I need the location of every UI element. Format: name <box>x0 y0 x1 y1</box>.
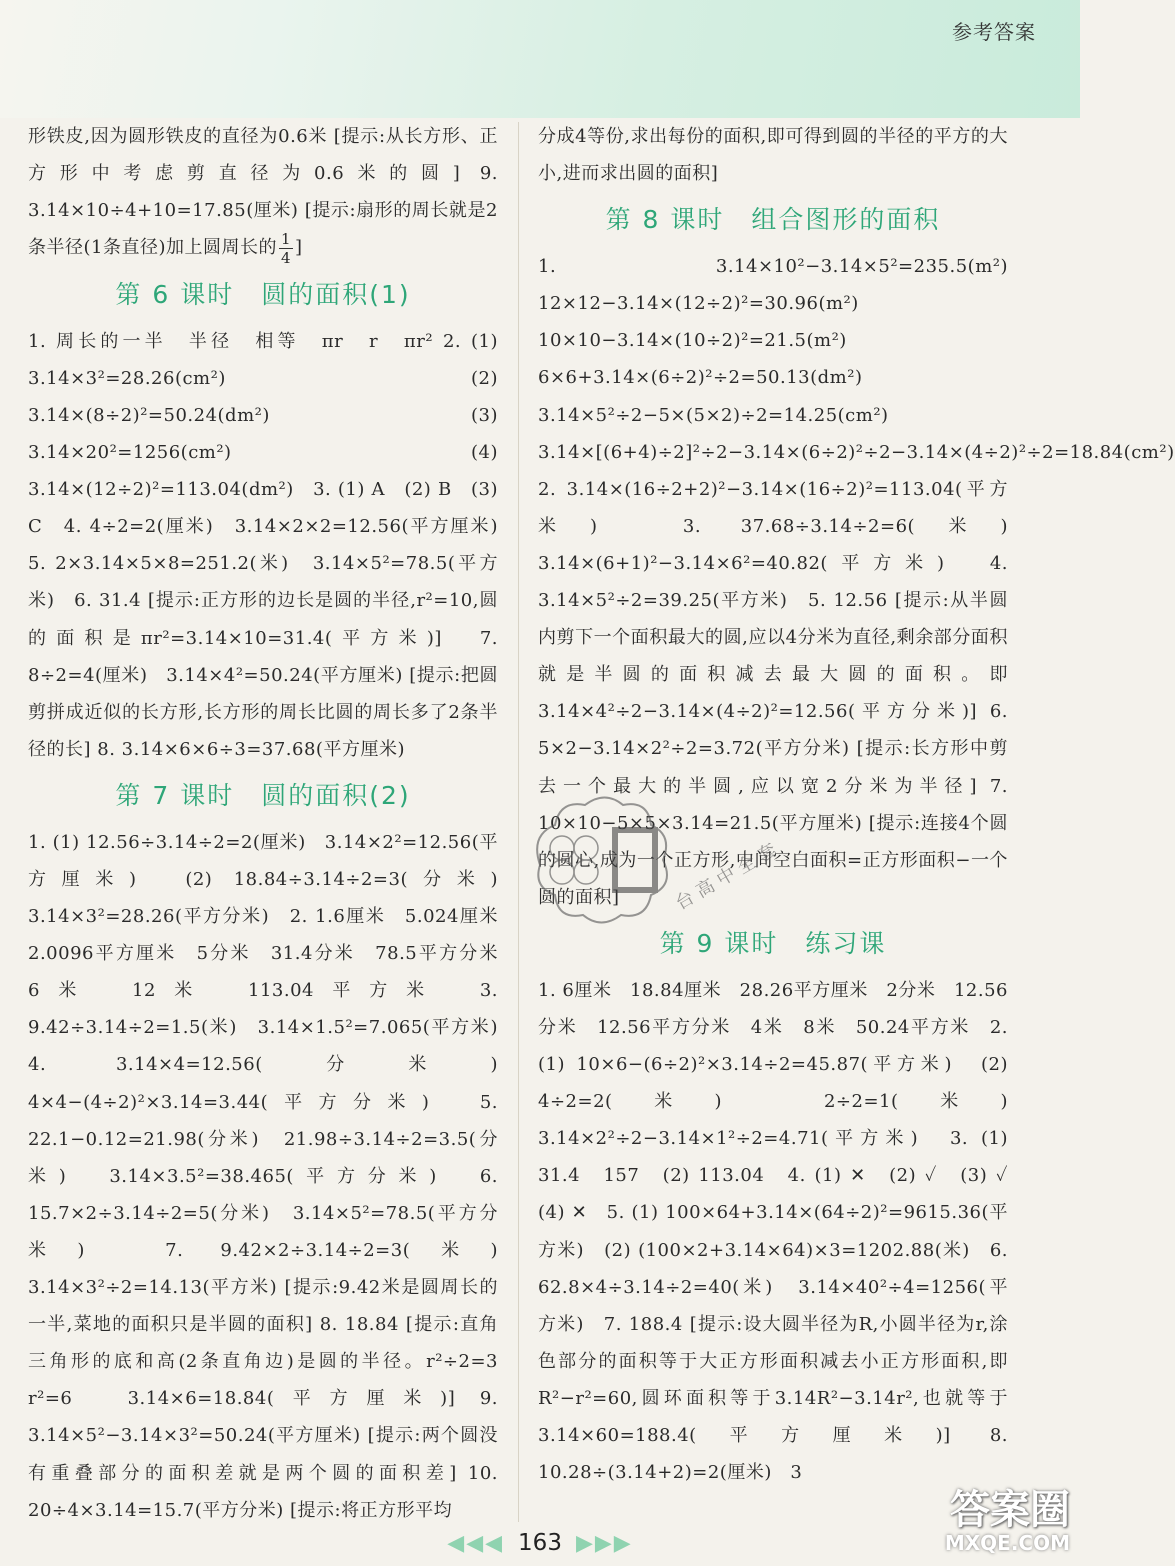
fraction-numerator: 1 <box>281 229 292 248</box>
section-9-body: 1. 6厘米 18.84厘米 28.26平方厘米 2分米 12.56分米 12.56平方分米 4米 8米 50.24平方米 2. (1) 10×6−(6÷2)²×3.14÷2=45.87(平方米) (2) 4÷2=2(米) 2÷2=1(米) 3.14×2²÷2−3.14×1²÷2=4.71(平方米) 3. (1) 31.4 157 (2) 113.04 4. (1) ✕ (2) ✓ (3) ✓ (4) ✕ 5. (1) 100×64+3.14×(64÷2)²=9615.36(平方米) (2) (100×2+3.14×64)×3=1202.88(米) 6. 62.8×4÷3.14÷2=40(米) 3.14×40²÷4=1256(平方米) 7. 188.4 [提示:设大圆半径为R,小圆半径为r,涂色部分的面积等于大正方形面积减去小正方形面积,即R²−r²=60,圆环面积等于3.14R²−3.14r²,也就等于3.14×60=188.4(平方厘米)] 8. 10.28÷(3.14+2)=2(厘米) 3 <box>538 979 1027 1484</box>
right-arrows-icon: ▶▶▶ <box>575 1531 633 1556</box>
left-intro-tail: ] <box>295 237 303 259</box>
page-number: 163 <box>518 1530 562 1556</box>
header-band <box>0 0 1080 118</box>
column-divider <box>518 122 519 1522</box>
right-intro: 分成4等份,求出每份的面积,即可得到圆的半径的平方的大小,进而求出圆的面积] <box>538 126 1008 185</box>
section-6-title: 第 6 课时 圆的面积(1) <box>115 279 411 309</box>
stamp-mark <box>520 790 781 940</box>
fraction-denominator: 4 <box>281 248 292 267</box>
left-column <box>28 118 517 1529</box>
left-intro-text: 形铁皮,因为圆形铁皮的直径为0.6米 [提示:从长方形、正方形中考虑剪直径为0.6米的圆] 9. 3.14×10÷4+10=17.85(厘米) [提示:扇形的周长就是2条半径(1条直径)加上圆周长的 <box>28 126 498 259</box>
section-7-body: 1. (1) 12.56÷3.14÷2=2(厘米) 3.14×2²=12.56(平方厘米) (2) 18.84÷3.14÷2=3(分米) 3.14×3²=28.26(平方分米) 2. 1.6厘米 5.024厘米 2.0096平方厘米 5分米 31.4分米 78.5平方分米 6米 12米 113.04平方米 3. 9.42÷3.14÷2=1.5(米) 3.14×1.5²=7.065(平方米) 4. 3.14×4=12.56(分米) 4×4−(4÷2)²×3.14=3.44(平方分米) 5. 22.1−0.12=21.98(分米) 21.98÷3.14÷2=3.5(分米) 3.14×3.5²=38.465(平方分米) 6. 15.7×2÷3.14÷2=5(分米) 3.14×5²=78.5(平方分米) 7. 9.42×2÷3.14÷2=3(米) 3.14×3²÷2=14.13(平方米) [提示:9.42米是圆周长的一半,菜地的面积只是半圆的面积] 8. 18.84 [提示:直角三角形的底和高(2条直角边)是圆的半径。r²÷2=3 r²=6 3.14×6=18.84(平方厘米)] 9. 3.14×5²−3.14×3²=50.24(平方厘米) [提示:两个圆没有重叠部分的面积差就是两个圆的面积差] 10. 20÷4×3.14=15.7(平方分米) [提示:将正方形平均 <box>28 831 517 1521</box>
section-7-title: 第 7 课时 圆的面积(2) <box>115 780 411 810</box>
section-6-body: 1. 周长的一半 半径 相等 πr r πr² 2. (1) 3.14×3²=28.26(cm²) (2) 3.14×(8÷2)²=50.24(dm²) (3) 3.14×20²=1256(cm²) (4) 3.14×(12÷2)²=113.04(dm²) 3. (1) A (2) B (3) C 4. 4÷2=2(厘米) 3.14×2×2=12.56(平方厘米) 5. 2×3.14×5×8=251.2(米) 3.14×5²=78.5(平方米) 6. 31.4 [提示:正方形的边长是圆的半径,r²=10,圆的面积是πr²=3.14×10=31.4(平方米)] 7. 8÷2=4(厘米) 3.14×4²=50.24(平方厘米) [提示:把圆剪拼成近似的长方形,长方形的周长比圆的周长多了2条半径的长] 8. 3.14×6×6÷3=37.68(平方厘米) <box>28 330 517 760</box>
stamp-text: 台 高 中 全 套 <box>672 839 781 915</box>
left-intro <box>28 118 498 267</box>
watermark-title: 答案圈 <box>950 1487 1070 1533</box>
section-8-title: 第 8 课时 组合图形的面积 <box>605 205 941 235</box>
section-9-title: 第 9 课时 练习课 <box>659 928 887 958</box>
fraction <box>279 230 293 267</box>
section-8-body: 1. 3.14×10²−3.14×5²=235.5(m²) 12×12−3.14×(12÷2)²=30.96(m²) 10×10−3.14×(10÷2)²=21.5(m²) 6×6+3.14×(6÷2)²÷2=50.13(dm²) 3.14×5²÷2−5×(5×2)÷2=14.25(cm²) 3.14×[(6+4)÷2]²÷2−3.14×(6÷2)²÷2−3.14×(4÷2)²÷2=18.84(cm²) 2. 3.14×(16÷2+2)²−3.14×(16÷2)²=113.04(平方米) 3. 37.68÷3.14÷2=6(米) 3.14×(6+1)²−3.14×6²=40.82(平方米) 4. 3.14×5²÷2=39.25(平方米) 5. 12.56 [提示:从半圆内剪下一个面积最大的圆,应以4分米为直径,剩余部分面积就是半圆的面积减去最大圆的面积。即3.14×4²÷2−3.14×(4÷2)²=12.56(平方分米)] 6. 5×2−3.14×2²÷2=3.72(平方分米) [提示:长方形中剪去一个最大的半圆,应以宽2分米为半径] 7. 10×10−5×5×3.14=21.5(平方厘米) [提示:连接4个圆的圆心,成为一个正方形,中间空白面积=正方形面积−一个圆的面积] <box>538 256 1175 908</box>
watermark <box>840 1488 1070 1564</box>
left-arrows-icon: ◀◀◀ <box>447 1531 505 1556</box>
header-label: 参考答案 <box>952 20 1036 44</box>
watermark-url: MXQE.COM <box>944 1531 1070 1555</box>
